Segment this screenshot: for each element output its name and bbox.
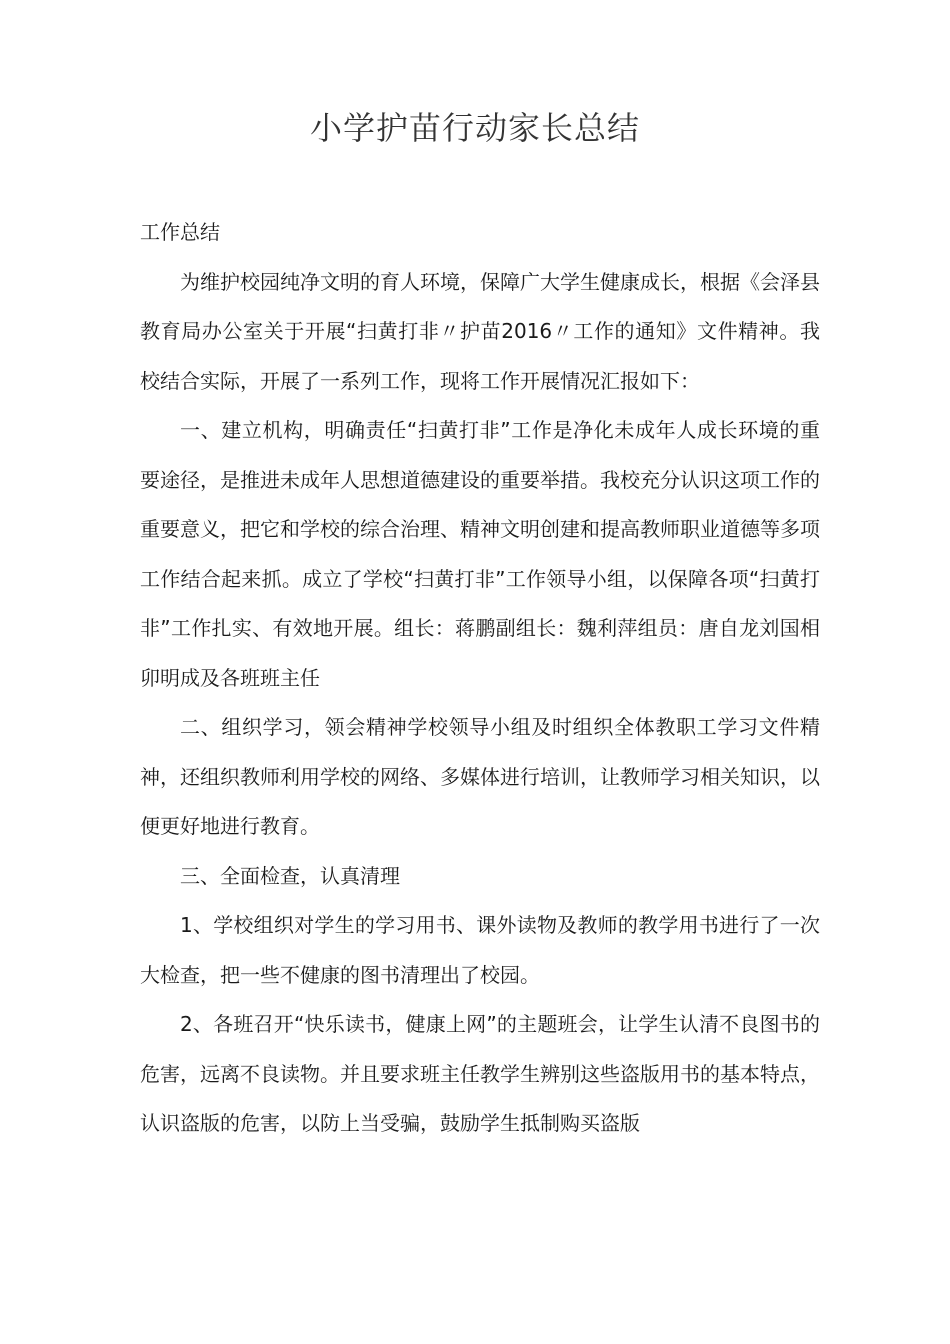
paragraph-item-1: 1、学校组织对学生的学习用书、课外读物及教师的教学用书进行了一次大检查，把一些不健康的图书清理出了校园。 (140, 913, 820, 987)
section-heading-work-summary: 工作总结 (140, 220, 220, 244)
paragraph-intro: 为维护校园纯净文明的育人环境，保障广大学生健康成长，根据《会泽县教育局办公室关于开展“扫黄打非〃护苗2016〃工作的通知》文件精神。我校结合实际，开展了一系列工作，现将工作开展情况汇报如下： (140, 269, 820, 393)
paragraph-section-1: 一、建立机构，明确责任“扫黄打非”工作是净化未成年人成长环境的重要途径，是推进未成年人思想道德建设的重要举措。我校充分认识这项工作的重要意义，把它和学校的综合治理、精神文明创建和提高教师职业道德等多项工作结合起来抓。成立了学校“扫黄打非”工作领导小组，以保障各项“扫黄打非”工作扎实、有效地开展。组长：蒋鹏副组长：魏利萍组员：唐自龙刘国相卯明成及各班班主任 (140, 418, 820, 690)
document-body (140, 208, 820, 1149)
paragraph-section-2: 二、组织学习，领会精神学校领导小组及时组织全体教职工学习文件精神，还组织教师利用学校的网络、多媒体进行培训，让教师学习相关知识，以便更好地进行教育。 (140, 715, 820, 838)
paragraph-item-2: 2、各班召开“快乐读书，健康上网”的主题班会，让学生认清不良图书的危害，远离不良读物。并且要求班主任教学生辨别这些盗版用书的基本特点，认识盗版的危害，以防上当受骗，鼓励学生抵制购买盗版 (140, 1012, 820, 1135)
paragraph-section-3-heading: 三、全面检查，认真清理 (180, 863, 400, 888)
document-title: 小学护苗行动家长总结 (309, 109, 640, 147)
